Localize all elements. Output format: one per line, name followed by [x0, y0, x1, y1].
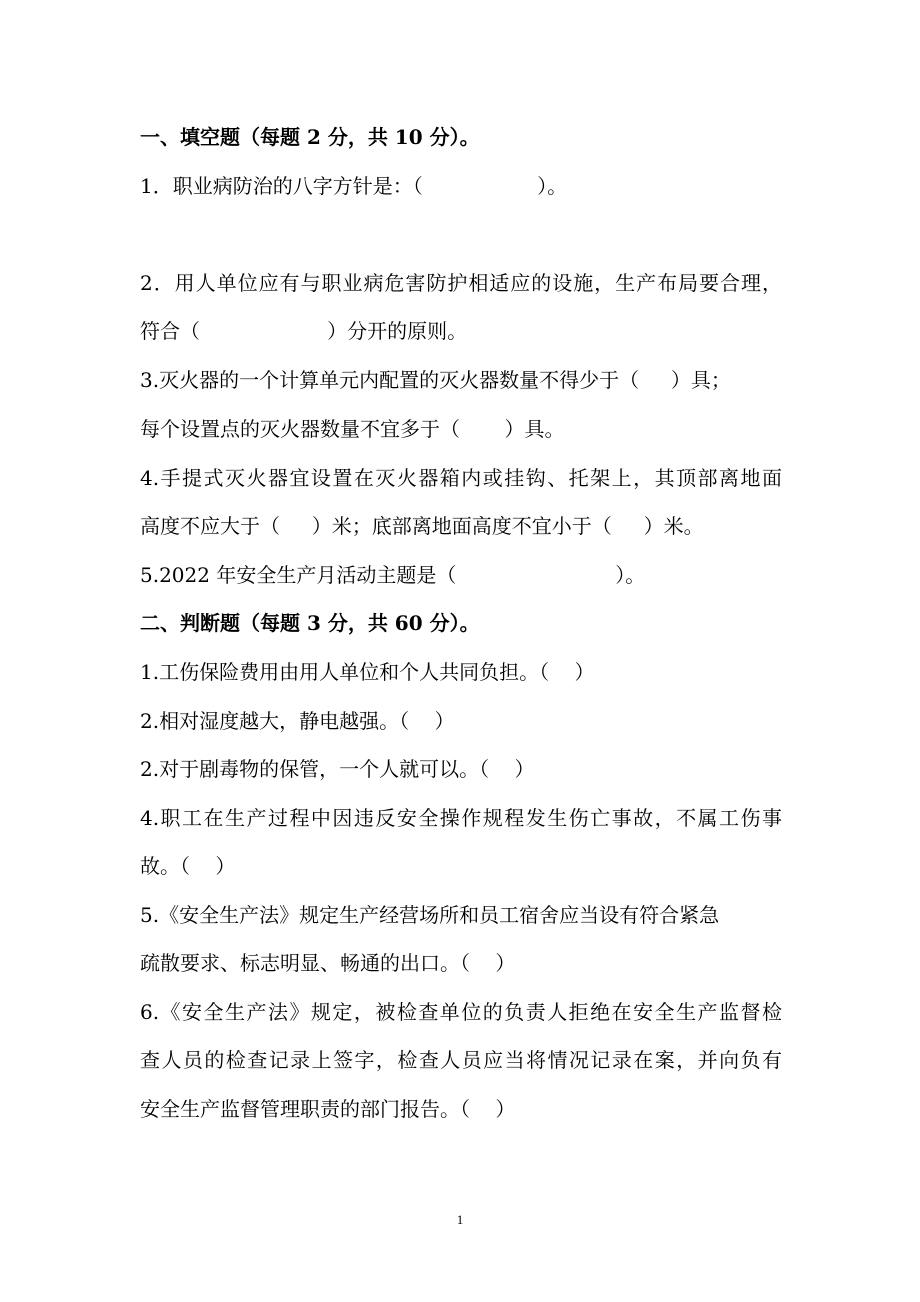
section2-heading: 二、判断题（每题 3 分，共 60 分）。	[140, 611, 480, 635]
judge-q4-line1: 4.职工在生产过程中因违反安全操作规程发生伤亡事故，不属工伤事	[140, 806, 782, 830]
fill-blank-q2-line1: 2．用人单位应有与职业病危害防护相适应的设施，生产布局要合理，	[140, 271, 782, 295]
section1-heading: 一、填空题（每题 2 分，共 10 分）。	[140, 125, 480, 149]
judge-q5-line2: 疏散要求、标志明显、畅通的出口。（ ）	[140, 951, 516, 975]
fill-blank-q1: 1．职业病防治的八字方针是：（ ）。	[140, 174, 568, 198]
judge-q5-line1: 5.《安全生产法》规定生产经营场所和员工宿舍应当设有符合紧急	[140, 903, 720, 927]
page-number: 1	[456, 1212, 464, 1227]
judge-q6-line3: 安全生产监督管理职责的部门报告。（ ）	[140, 1097, 516, 1121]
judge-q4-line2: 故。（ ）	[140, 854, 236, 878]
judge-q1: 1.工伤保险费用由用人单位和个人共同负担。（ ）	[140, 660, 595, 684]
fill-blank-q3-line1: 3.灭火器的一个计算单元内配置的灭火器数量不得少于（ ）具；	[140, 368, 731, 392]
judge-q2: 2.相对湿度越大，静电越强。（ ）	[140, 709, 455, 733]
fill-blank-q2-line2: 符合（ ）分开的原则。	[140, 319, 468, 343]
fill-blank-q5: 5.2022 年安全生产月活动主题是（ ）。	[140, 563, 646, 587]
fill-blank-q4-line2: 高度不应大于（ ）米；底部离地面高度不宜小于（ ）米。	[140, 514, 704, 538]
fill-blank-q3-line2: 每个设置点的灭火器数量不宜多于（ ）具。	[140, 417, 565, 441]
judge-q3: 2.对于剧毒物的保管，一个人就可以。（ ）	[140, 757, 535, 781]
fill-blank-q4-line1: 4.手提式灭火器宜设置在灭火器箱内或挂钩、托架上，其顶部离地面	[140, 466, 782, 490]
judge-q6-line1: 6.《安全生产法》规定，被检查单位的负责人拒绝在安全生产监督检	[140, 1000, 782, 1024]
judge-q6-line2: 查人员的检查记录上签字，检查人员应当将情况记录在案，并向负有	[140, 1048, 782, 1072]
